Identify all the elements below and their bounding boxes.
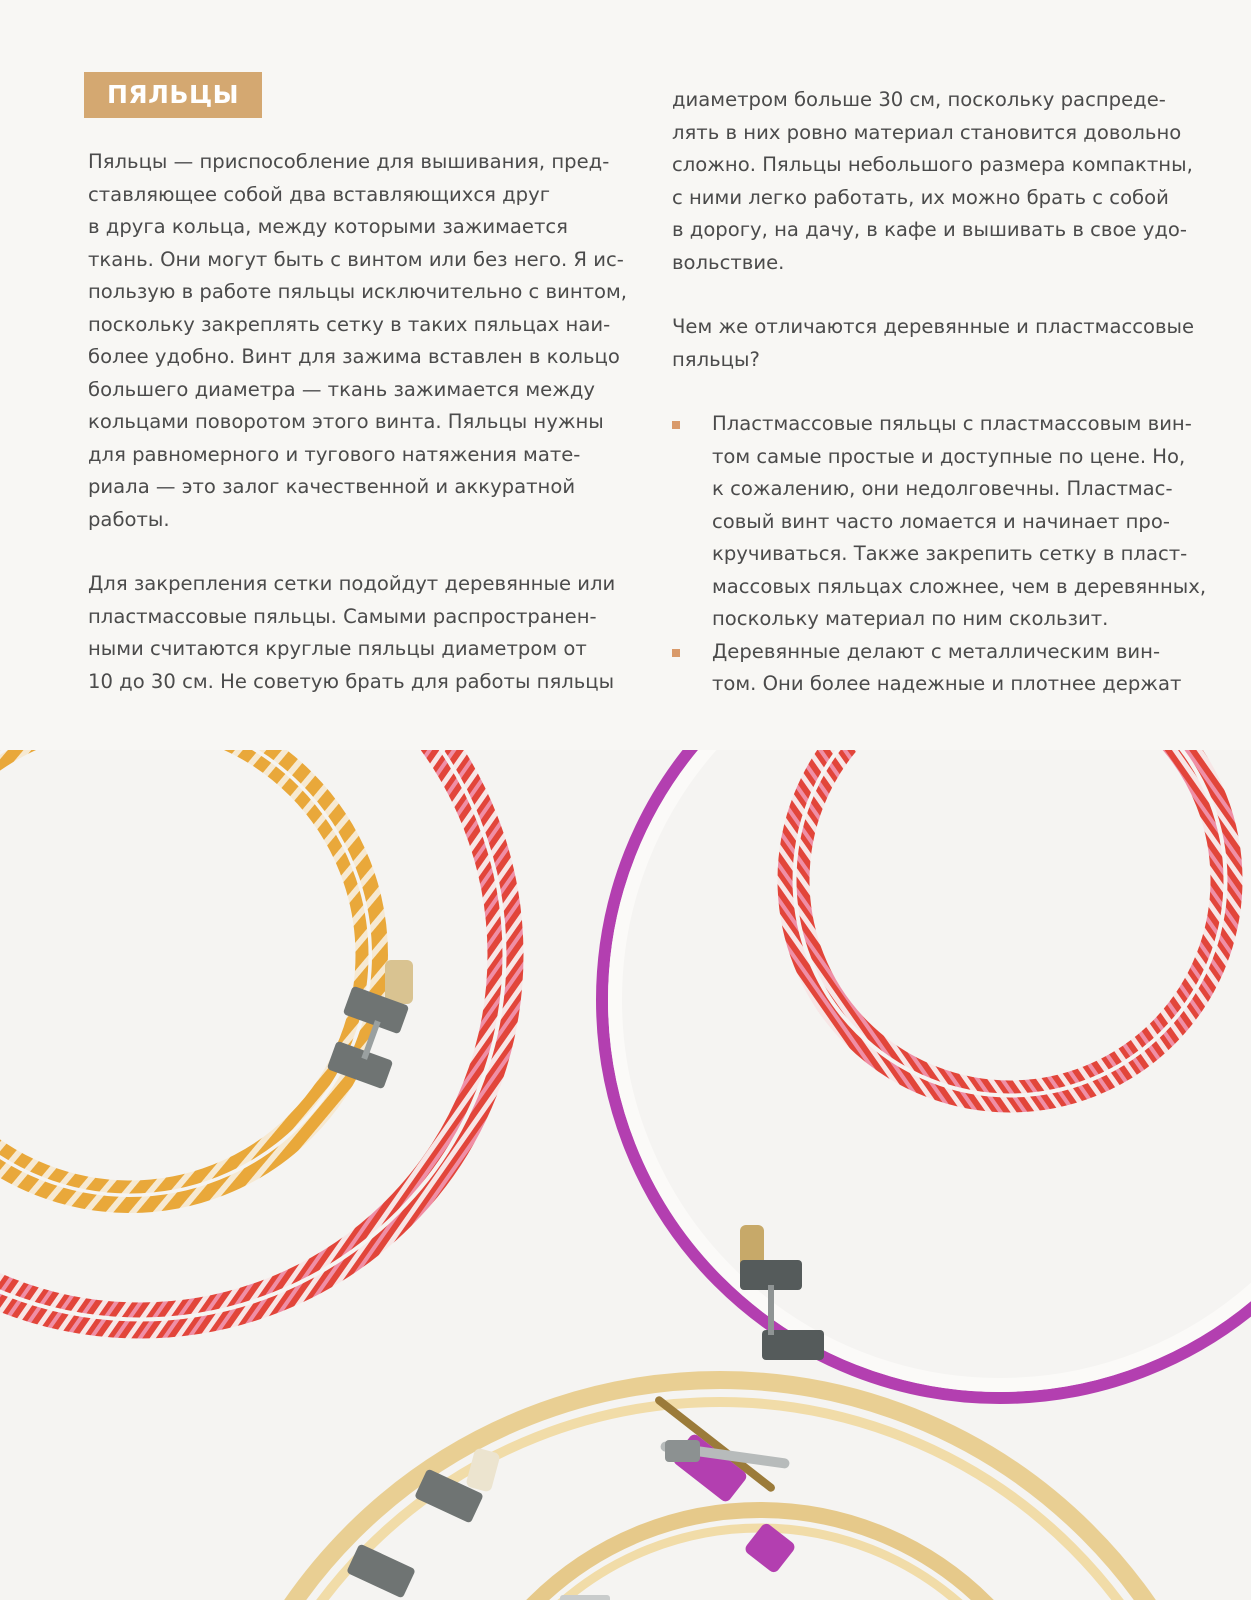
text-line: работы. [88,507,170,531]
text-line: том самые простые и доступные по цене. Но, [712,444,1186,468]
text-line: ными считаются круглые пяльцы диаметром от [88,637,587,660]
bullet-square-icon [672,421,680,429]
text-line: поскольку материал по ним скользит. [712,607,1109,630]
text-line: Чем же отличаются деревянные и пластмассовые [672,315,1195,338]
text-line: пластмассовые пяльцы. Самыми распространен- [88,604,597,628]
text-line: Пластмассовые пяльцы с пластмассовым вин- [712,412,1192,435]
text-line: вольствие. [672,250,785,274]
screw-clamp-icon [653,1395,796,1575]
text-line: для равномерного и тугового натяжения мате- [88,442,581,466]
bullet-item-plastic [672,408,1212,636]
text-line: кольцами поворотом этого винта. Пяльцы нужны [88,410,604,433]
paragraph [672,84,1212,279]
red-hoop-large [0,750,515,1330]
text-line: ставляющее собой два вставляющихся друг [88,182,551,206]
text-line: риала — это залог качественной и аккуратной [88,475,576,498]
text-line: том. Они более надежные и плотнее держат [712,672,1182,695]
text-line: к сожалению, они недолговечны. Пластмас- [712,477,1173,500]
text-line: пользую в работе пяльцы исключительно с винтом, [88,280,628,303]
text-line: в дорогу, на дачу, в кафе и вышивать в свое удо- [672,218,1187,241]
text-line: Для закрепления сетки подойдут деревянные или [88,572,616,595]
text-line: пяльцы? [672,347,760,371]
text-line: большего диаметра — ткань зажимается между [88,377,595,401]
text-line: Деревянные делают с металлическим вин- [712,639,1161,663]
text-section [0,0,1251,750]
section-heading: ПЯЛЬЦЫ [84,72,262,118]
text-line: массовых пяльцах сложнее, чем в деревянных, [712,574,1207,598]
text-line: в друга кольца, между которыми зажимается [88,215,568,238]
paragraph [88,146,643,536]
text-line: сложно. Пяльцы небольшого размера компактны, [672,153,1193,176]
text-line: с ними легко работать, их можно брать с собой [672,185,1169,209]
text-line: Пяльцы — приспособление для вышивания, пред- [88,150,610,173]
embroidery-hoops-photo [0,750,1251,1600]
text-line: диаметром больше 30 см, поскольку распреде- [672,88,1166,111]
left-column [88,146,643,698]
yellow-hoop [0,750,380,1205]
text-line: совый винт часто ломается и начинает про- [712,509,1170,533]
text-line: 10 до 30 см. Не советую брать для работы пяльцы [88,669,615,693]
screw-clamp-icon [475,1595,675,1600]
red-hoop-small [785,750,1235,1105]
text-line: кручиваться. Также закрепить сетку в пласт- [712,542,1188,565]
text-line: лять в них ровно материал становится довольно [672,120,1182,144]
paragraph [88,568,643,698]
bullet-item-wooden [672,636,1212,701]
text-line: ткань. Они могут быть с винтом или без него. Я ис- [88,247,624,271]
question-paragraph [672,311,1212,376]
bullet-square-icon [672,649,680,657]
text-line: более удобно. Винт для зажима вставлен в кольцо [88,345,620,368]
text-line: поскольку закреплять сетку в таких пяльцах наи- [88,312,611,336]
right-column [672,84,1212,701]
